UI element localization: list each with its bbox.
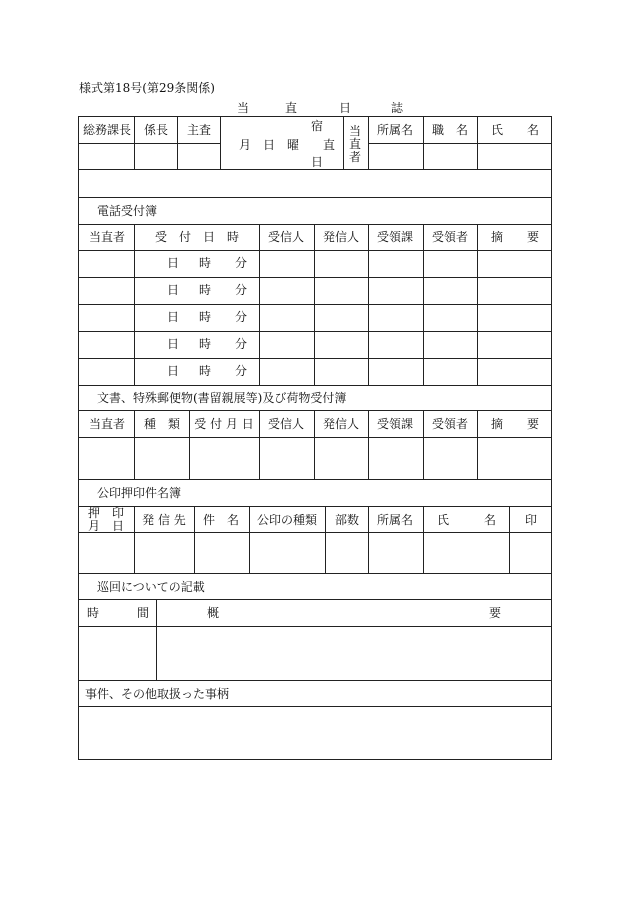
patrol-summary-header: 概 (207, 606, 220, 620)
col-divider (194, 506, 195, 573)
col-divider (134, 410, 135, 479)
col-divider (249, 506, 250, 573)
row-divider (79, 304, 551, 305)
seal-col-header: 件 名 (202, 513, 240, 527)
phone-row-unit-label: 日 (166, 310, 180, 324)
col-divider (314, 410, 315, 479)
somu-kacho-label: 総務課長 (82, 123, 132, 137)
col-divider (189, 410, 190, 479)
choku-label: 直 (323, 138, 336, 152)
section-divider (79, 169, 551, 170)
form-number-label: 様式第18号(第29条関係) (79, 81, 215, 95)
toutyokusha-char: 直 (348, 137, 362, 151)
phone-row-unit-label: 時 (198, 364, 212, 378)
doc-col-header: 発信人 (322, 417, 360, 431)
doc-col-header: 摘 要 (490, 417, 540, 431)
col-divider (368, 224, 369, 385)
section-divider (79, 573, 551, 574)
section-divider (79, 224, 551, 225)
page-title (237, 99, 403, 116)
seal-col-header: 発 信 先 (142, 513, 186, 527)
toutyokusha-char: 者 (348, 150, 362, 164)
phone-row-unit-label: 分 (234, 256, 248, 270)
patrol-heading: 巡回についての記載 (97, 580, 205, 594)
doc-col-header: 受信人 (267, 417, 305, 431)
seal-col-header: 所属名 (376, 513, 414, 527)
section-divider (79, 410, 551, 411)
col-divider (509, 506, 510, 573)
phone-row-unit-label: 分 (234, 310, 248, 324)
col-divider (423, 506, 424, 573)
col-divider (177, 117, 178, 169)
col-divider (325, 506, 326, 573)
col-divider (423, 410, 424, 479)
phone-row-unit-label: 日 (166, 337, 180, 351)
row-divider (79, 706, 551, 707)
col-divider (134, 117, 135, 169)
shuku-label: 宿 (311, 119, 324, 133)
title-char-1: 当 (237, 101, 250, 115)
shusa-label: 主査 (186, 123, 212, 137)
seal-date-header-bottom: 月 日 (87, 519, 125, 533)
row-divider (79, 331, 551, 332)
row-divider (79, 532, 551, 533)
col-divider (134, 506, 135, 573)
seal-log-heading: 公印押印件名簿 (97, 486, 182, 500)
col-divider (134, 224, 135, 385)
patrol-time-header: 間 (137, 606, 150, 620)
seal-date-header-top: 押 印 (87, 506, 125, 520)
col-divider (314, 224, 315, 385)
shokumei-label: 職 名 (431, 123, 469, 137)
phone-row-unit-label: 時 (198, 310, 212, 324)
phone-col-header: 発信人 (322, 230, 360, 244)
doc-col-header: 受領課 (376, 417, 414, 431)
seal-col-header: 公印の種類 (256, 513, 318, 527)
phone-col-header: 当直者 (88, 230, 126, 244)
patrol-time-header: 時 (87, 606, 100, 620)
phone-row-unit-label: 分 (234, 337, 248, 351)
seal-col-header: 部数 (334, 513, 360, 527)
section-divider (79, 506, 551, 507)
phone-col-header: 受領者 (431, 230, 469, 244)
day2-label: 日 (311, 155, 324, 169)
col-divider (477, 117, 478, 169)
seal-col-header: 印 (524, 513, 538, 527)
section-divider (79, 599, 551, 600)
title-char-3: 日 (339, 101, 352, 115)
section-divider (79, 680, 551, 681)
section-divider (79, 479, 551, 480)
col-divider (368, 117, 369, 169)
phone-col-header: 受 付 日 時 (154, 230, 240, 244)
phone-col-header: 受領課 (376, 230, 414, 244)
col-divider (477, 224, 478, 385)
doc-col-header: 受 付 月 日 (194, 417, 254, 431)
row-divider (79, 626, 551, 627)
col-divider (259, 224, 260, 385)
phone-row-unit-label: 時 (198, 256, 212, 270)
col-divider (423, 224, 424, 385)
phone-row-unit-label: 日 (166, 256, 180, 270)
col-divider (259, 410, 260, 479)
toutyokusha-char: 当 (348, 124, 362, 138)
section-divider (79, 385, 551, 386)
phone-row-unit-label: 時 (198, 283, 212, 297)
duty-log-form (78, 116, 552, 760)
phone-row-unit-label: 分 (234, 364, 248, 378)
document-log-heading: 文書、特殊郵便物(書留親展等)及び荷物受付簿 (97, 391, 347, 405)
shozoku-label: 所属名 (376, 123, 414, 137)
day-label: 日 (263, 138, 276, 152)
incident-heading: 事件、その他取扱った事柄 (85, 687, 230, 701)
title-char-2: 直 (285, 101, 298, 115)
col-divider (156, 599, 157, 680)
doc-col-header: 種 類 (143, 417, 181, 431)
col-divider (423, 117, 424, 169)
row-divider (79, 437, 551, 438)
phone-log-heading: 電話受付簿 (97, 204, 158, 218)
phone-row-unit-label: 分 (234, 283, 248, 297)
seal-col-header: 名 (484, 513, 497, 527)
weekday-label: 曜 (287, 138, 300, 152)
doc-col-header: 当直者 (88, 417, 126, 431)
phone-col-header: 摘 要 (490, 230, 540, 244)
kakaricho-label: 係長 (143, 123, 169, 137)
phone-row-unit-label: 時 (198, 337, 212, 351)
phone-row-unit-label: 日 (166, 283, 180, 297)
title-char-4: 誌 (391, 101, 404, 115)
row-divider (79, 277, 551, 278)
col-divider (368, 410, 369, 479)
row-divider (79, 358, 551, 359)
section-divider (79, 197, 551, 198)
col-divider (477, 410, 478, 479)
shimei-label: 氏 名 (490, 123, 540, 137)
patrol-summary-header: 要 (489, 606, 502, 620)
row-divider (79, 250, 551, 251)
phone-row-unit-label: 日 (166, 364, 180, 378)
phone-col-header: 受信人 (267, 230, 305, 244)
seal-col-header: 氏 (437, 513, 450, 527)
month-label: 月 (239, 138, 252, 152)
col-divider (368, 506, 369, 573)
doc-col-header: 受領者 (431, 417, 469, 431)
